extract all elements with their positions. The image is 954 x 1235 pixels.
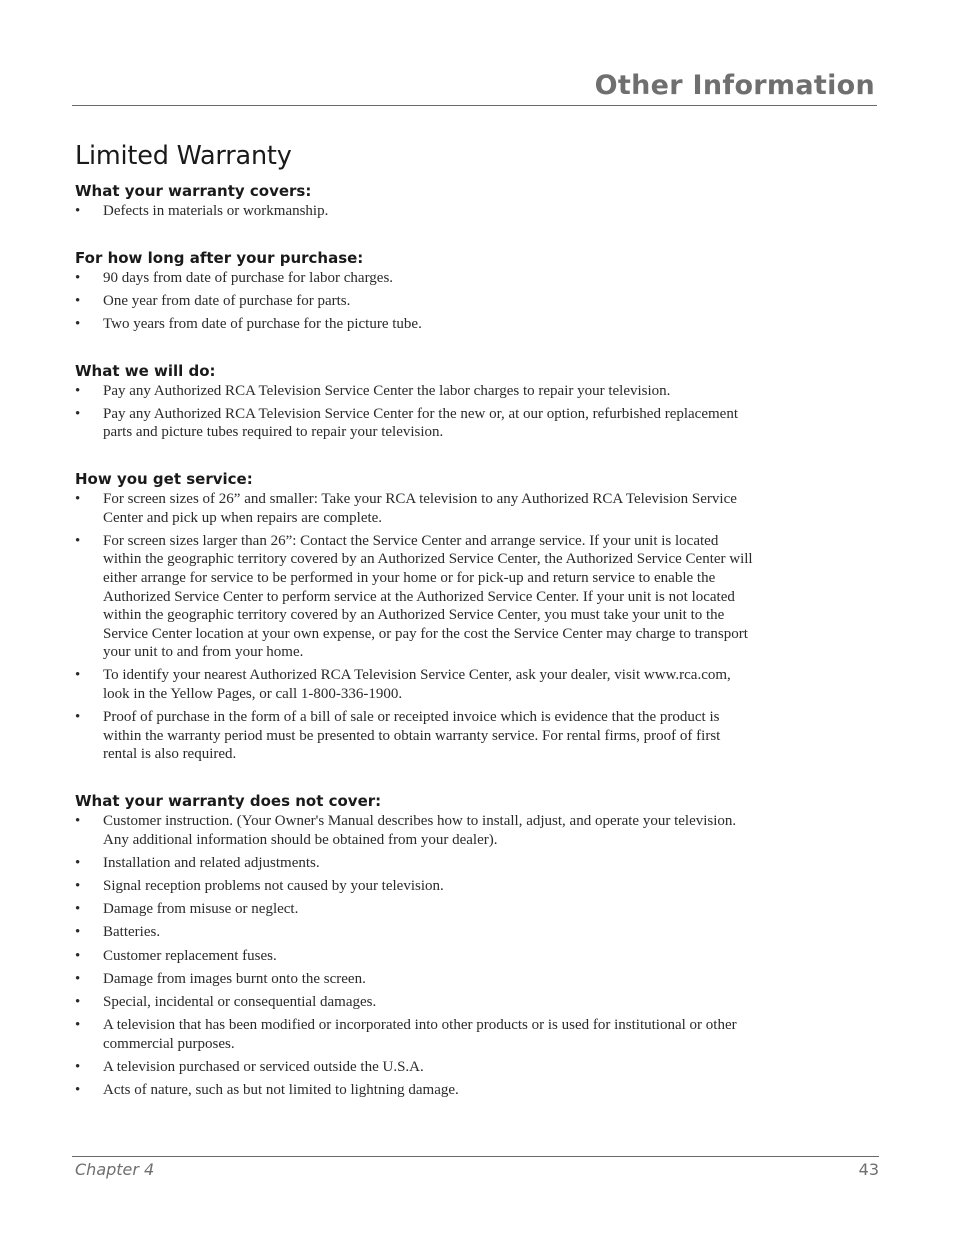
list-item-text: Special, incidental or consequential damages. [103, 993, 377, 1010]
list-item [75, 315, 755, 334]
bullet-list [75, 269, 755, 334]
bullet-icon: • [75, 709, 81, 726]
bullet-list [75, 202, 755, 221]
list-item-text: Defects in materials or workmanship. [103, 203, 329, 219]
list-item [75, 1081, 755, 1100]
list-item [75, 269, 755, 288]
list-item [75, 1058, 755, 1077]
list-item [75, 382, 755, 401]
list-item-text: Batteries. [103, 924, 161, 941]
bullet-icon: • [75, 382, 81, 399]
list-item [75, 993, 755, 1012]
list-item [75, 532, 755, 662]
footer-divider [72, 1156, 879, 1157]
section-heading: What your warranty does not cover: [75, 792, 382, 811]
bullet-icon: • [75, 970, 81, 987]
bullet-icon: • [75, 947, 81, 964]
section-heading: For how long after your purchase: [75, 248, 364, 267]
list-item [75, 923, 755, 942]
list-item [75, 900, 755, 919]
list-item [75, 970, 755, 989]
bullet-icon: • [75, 490, 81, 507]
list-item-text: For screen sizes larger than 26”: Contact the Service Center and arrange service. If your unit is located within the geographic territory covered by an Authorized Service Center, the Authorized Service Center will either arrange for service to be performed in your home or for pick-up and return service to enable the Authorized Service Center to perform service at the Authorized Service Center. If your unit is not located within the geographic territory covered by an Authorized Service Center, you must take your unit to the Service Center location at your own expense, or pay for the cost the Service Center may charge to transport your unit to and from your home. [103, 532, 753, 661]
bullet-icon: • [75, 532, 81, 549]
bullet-list [75, 812, 755, 1100]
list-item-text: Pay any Authorized RCA Television Service Center the labor charges to repair your television. [103, 382, 671, 399]
warranty-section [75, 360, 755, 442]
list-item [75, 292, 755, 311]
header-title: Other Information [594, 70, 875, 101]
bullet-icon: • [75, 1082, 81, 1099]
bullet-icon: • [75, 1017, 81, 1034]
list-item [75, 877, 755, 896]
bullet-icon: • [75, 292, 81, 309]
bullet-icon: • [75, 993, 81, 1010]
bullet-icon: • [75, 269, 81, 286]
warranty-section [75, 247, 755, 334]
warranty-section [75, 180, 755, 221]
list-item-text: Customer instruction. (Your Owner's Manual describes how to install, adjust, and operate your television. Any additional information should be obtained from your dealer). [103, 813, 737, 848]
bullet-icon: • [75, 405, 81, 422]
section-heading: What we will do: [75, 361, 216, 380]
section-heading: What your warranty covers: [75, 182, 312, 200]
list-item-text: Damage from images burnt onto the screen. [103, 970, 366, 987]
list-item-text: A television purchased or serviced outside the U.S.A. [103, 1058, 424, 1075]
list-item-text: Acts of nature, such as but not limited to lightning damage. [103, 1082, 459, 1099]
list-item [75, 405, 755, 442]
bullet-icon: • [75, 901, 81, 918]
list-item [75, 490, 755, 527]
warranty-section [75, 468, 755, 764]
section-heading: How you get service: [75, 469, 253, 488]
page-title: Limited Warranty [75, 141, 292, 171]
bullet-list [75, 490, 755, 764]
list-item-text: Proof of purchase in the form of a bill of sale or receipted invoice which is evidence that the product is within the warranty period must be presented to obtain warranty service. For rental firms, proof of first rental is also required. [103, 709, 721, 763]
list-item-text: Damage from misuse or neglect. [103, 901, 299, 918]
list-item-text: Two years from date of purchase for the picture tube. [103, 315, 422, 332]
list-item-text: One year from date of purchase for parts. [103, 292, 351, 309]
list-item-text: 90 days from date of purchase for labor charges. [103, 269, 394, 286]
bullet-icon: • [75, 854, 81, 871]
list-item-text: A television that has been modified or incorporated into other products or is used for institutional or other commercial purposes. [103, 1017, 737, 1052]
bullet-icon: • [75, 1058, 81, 1075]
list-item-text: Signal reception problems not caused by your television. [103, 878, 444, 894]
bullet-list [75, 382, 755, 442]
bullet-icon: • [75, 878, 81, 894]
list-item-text: Pay any Authorized RCA Television Service Center for the new or, at our option, refurbished replacement parts and picture tubes required to repair your television. [103, 405, 738, 441]
list-item [75, 947, 755, 966]
list-item [75, 666, 755, 703]
list-item-text: Customer replacement fuses. [103, 947, 277, 964]
bullet-icon: • [75, 667, 81, 684]
page-number: 43 [858, 1160, 879, 1179]
bullet-icon: • [75, 813, 81, 830]
list-item [75, 202, 755, 221]
bullet-icon: • [75, 315, 81, 332]
warranty-content [75, 180, 755, 1104]
warranty-section [75, 790, 755, 1100]
list-item [75, 708, 755, 764]
list-item-text: For screen sizes of 26” and smaller: Take your RCA television to any Authorized RCA Television Service Center and pick up when repairs are complete. [103, 490, 737, 526]
list-item [75, 812, 755, 849]
list-item-text: To identify your nearest Authorized RCA Television Service Center, ask your dealer, visit www.rca.com, look in the Yellow Pages, or call 1-800-336-1900. [103, 667, 731, 703]
bullet-icon: • [75, 203, 81, 219]
list-item [75, 1016, 755, 1053]
header-divider [72, 105, 877, 106]
bullet-icon: • [75, 924, 81, 941]
footer-chapter: Chapter 4 [75, 1160, 155, 1179]
list-item-text: Installation and related adjustments. [103, 854, 320, 871]
list-item [75, 854, 755, 873]
